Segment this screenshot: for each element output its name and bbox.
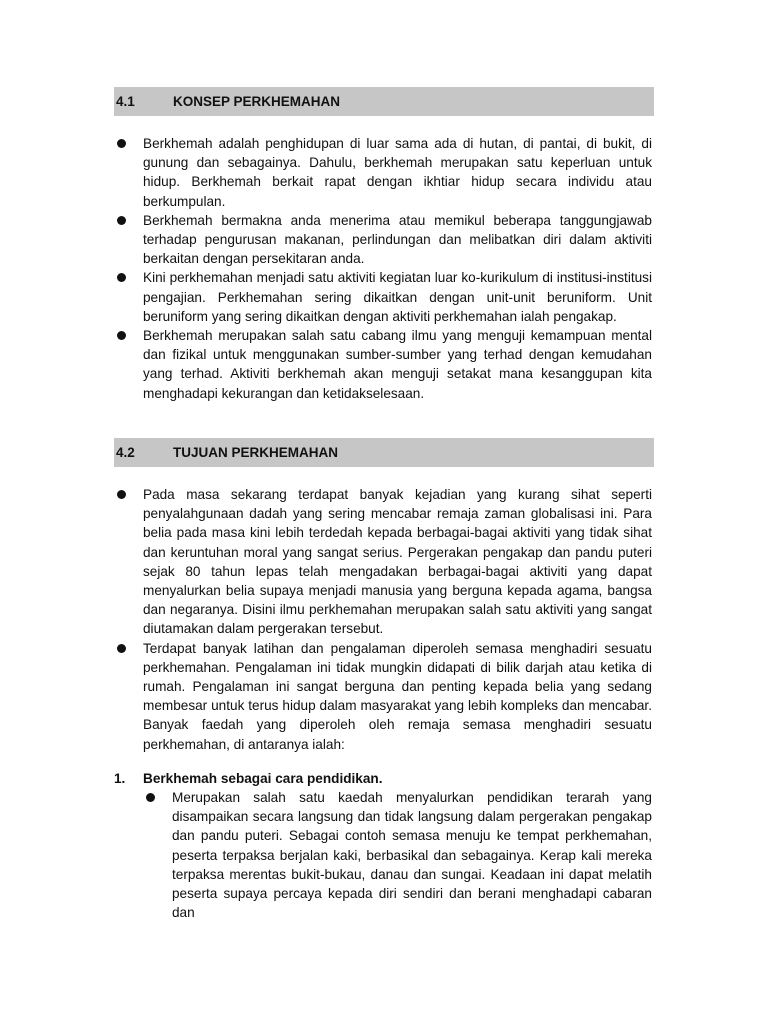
bullet-icon [117, 644, 126, 653]
bullet-icon [117, 273, 126, 282]
section-title: KONSEP PERKHEMAHAN [173, 94, 341, 109]
section-heading-4-1 [114, 87, 654, 116]
section-4-1-body [114, 134, 652, 403]
list-item: Berkhemah bermakna anda menerima atau memikul beberapa tanggungjawab terhadap pengurusan makanan, perlindungan dan melibatkan diri dalam aktiviti berkaitan dengan persekitaran anda. [114, 211, 652, 269]
section-title: TUJUAN PERKHEMAHAN [173, 445, 339, 460]
bullet-list [143, 788, 652, 922]
bullet-icon [117, 216, 126, 225]
section-heading-4-2 [114, 438, 654, 467]
item-title: Berkhemah sebagai cara pendidikan. [143, 771, 383, 786]
numbered-item-body [143, 788, 652, 922]
list-item: Kini perkhemahan menjadi satu aktiviti kegiatan luar ko-kurikulum di institusi-institusi pengajian. Perkhemahan sering dikaitkan dengan unit-unit beruniform. Unit beruniform yang sering dikaitkan dengan aktiviti perkhemahan ialah pengakap. [114, 268, 652, 326]
bullet-icon [117, 331, 126, 340]
section-number: 4.2 [116, 445, 135, 460]
list-item: Berkhemah merupakan salah satu cabang ilmu yang menguji kemampuan mental dan fizikal untuk menggunakan sumber-sumber yang terhad dengan kemudahan yang terhad. Aktiviti berkhemah akan menguji setakat mana kesanggupan kita menghadapi kekurangan dan ketidakselesaan. [114, 326, 652, 403]
list-item: Terdapat banyak latihan dan pengalaman diperoleh semasa menghadiri sesuatu perkhemahan. Pengalaman ini tidak mungkin didapati di bilik darjah atau ketika di rumah. Pengalaman ini sangat berguna dan penting kepada belia yang sedang membesar untuk terus hidup dalam masyarakat yang lebih kompleks dan mencabar. Banyak faedah yang diperoleh oleh remaja semasa menghadiri sesuatu perkhemahan, di antaranya ialah: [114, 639, 652, 754]
item-number: 1. [114, 771, 126, 786]
list-item: Berkhemah adalah penghidupan di luar sama ada di hutan, di pantai, di bukit, di gunung dan sebagainya. Dahulu, berkhemah merupakan satu keperluan untuk hidup. Berkhemah berkait rapat dengan ikhtiar hidup secara individu atau berkumpulan. [114, 134, 652, 211]
bullet-list [114, 134, 652, 403]
bullet-list [114, 485, 652, 754]
bullet-icon [117, 490, 126, 499]
section-4-2-body [114, 485, 652, 754]
list-item: Pada masa sekarang terdapat banyak kejadian yang kurang sihat seperti penyalahgunaan dadah yang sering mencabar remaja zaman globalisasi ini. Para belia pada masa kini lebih terdedah kepada berbagai-bagai aktiviti yang tidak sihat dan keruntuhan moral yang sangat serius. Pergerakan pengakap dan pandu puteri sejak 80 tahun lepas telah mengadakan berbagai-bagai aktiviti yang dapat menyalurkan belia supaya menjadi manusia yang berguna kepada agama, bangsa dan negaranya. Disini ilmu perkhemahan merupakan salah satu aktiviti yang sangat diutamakan dalam pergerakan tersebut. [114, 485, 652, 639]
list-item: Merupakan salah satu kaedah menyalurkan pendidikan terarah yang disampaikan secara langsung dan tidak langsung dalam pergerakan pengakap dan pandu puteri. Sebagai contoh semasa menuju ke tempat perkhemahan, peserta terpaksa berjalan kaki, berbasikal dan sebagainya. Kerap kali mereka terpaksa merentas bukit-bukau, danau dan sungai. Keadaan ini dapat melatih peserta supaya percaya kepada diri sendiri dan berani menghadapi cabaran dan [143, 788, 652, 922]
numbered-item-heading [114, 769, 654, 788]
bullet-icon [146, 793, 155, 802]
bullet-icon [117, 139, 126, 148]
section-number: 4.1 [116, 94, 135, 109]
